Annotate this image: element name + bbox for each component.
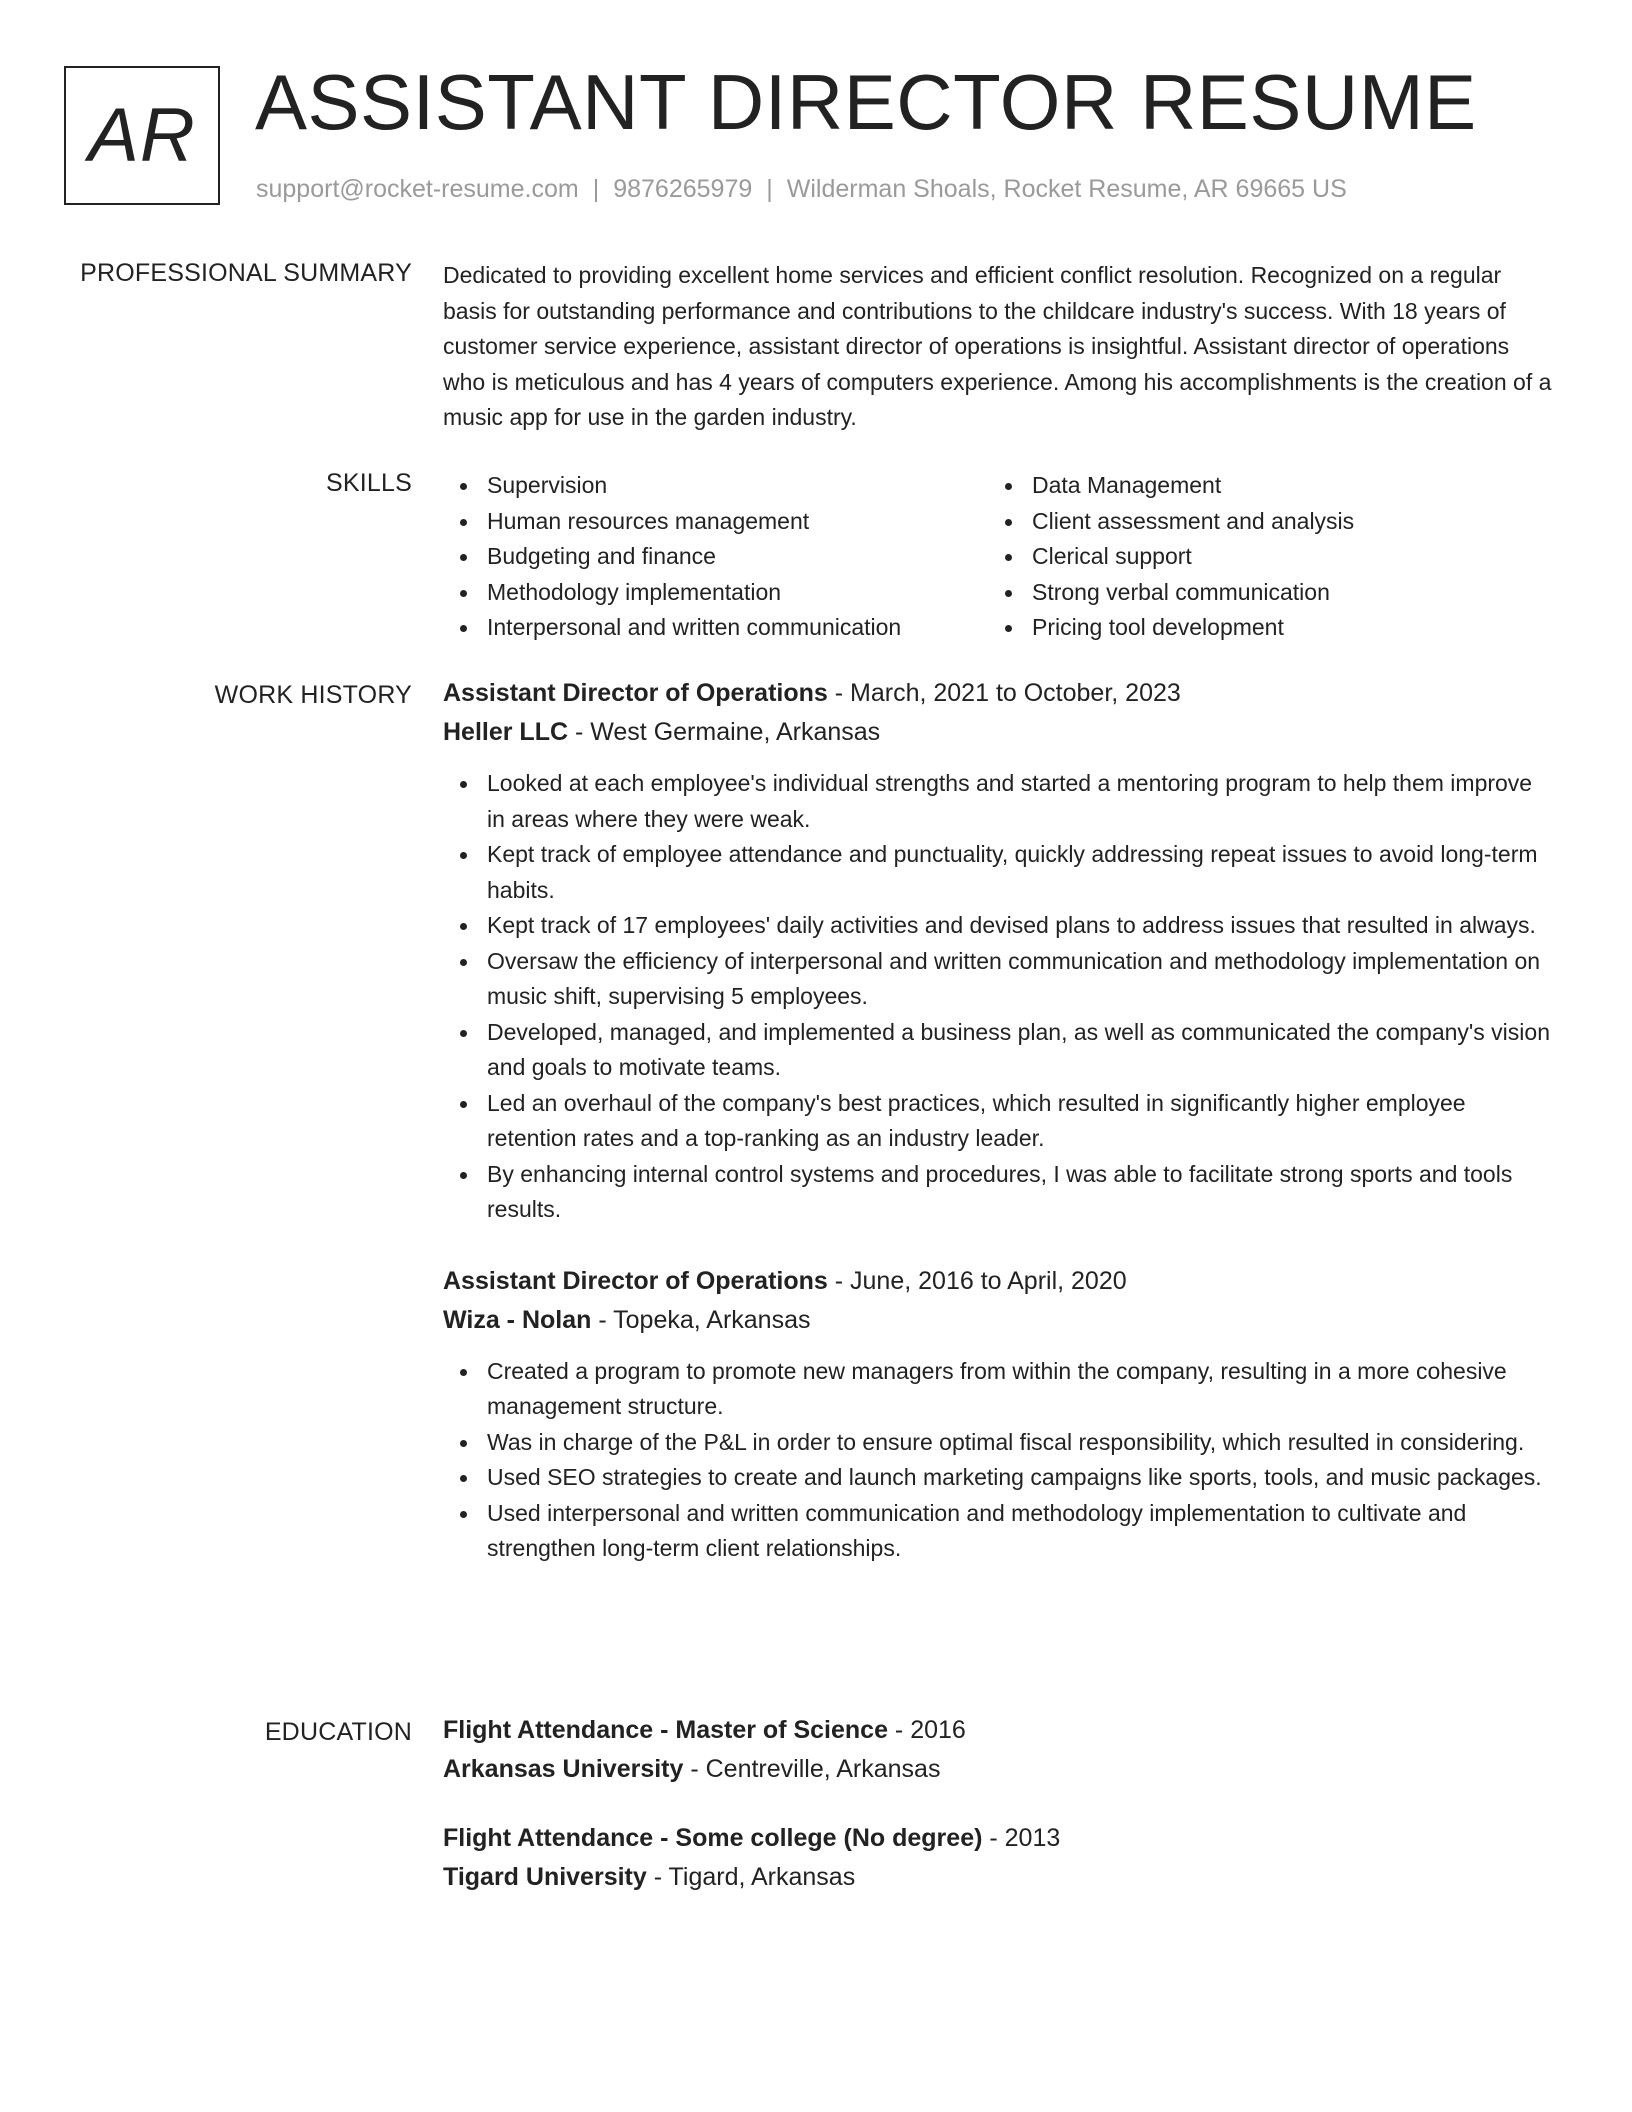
education-location: - Centreville, Arkansas — [683, 1755, 941, 1783]
job-dates: - March, 2021 to October, 2023 — [827, 679, 1181, 707]
job-company: Wiza - Nolan — [443, 1305, 592, 1334]
contact-address: Wilderman Shoals, Rocket Resume, AR 69665 US — [786, 175, 1347, 203]
job-bullet: Kept track of 17 employees' daily activities and devised plans to address issues that resulted in always. — [443, 908, 1553, 944]
contact-separator: | — [766, 175, 773, 203]
skill-item: Human resources management — [443, 504, 988, 540]
job-title-line — [443, 674, 1553, 713]
skill-item: Strong verbal communication — [988, 575, 1533, 611]
job-company-line — [443, 713, 1553, 752]
skills-columns — [443, 468, 1553, 646]
education-entry — [443, 1711, 1553, 1789]
contact-email: support@rocket-resume.com — [256, 175, 579, 203]
education-body — [443, 1711, 1553, 1897]
job-bullets — [443, 1354, 1553, 1567]
skills-body — [443, 468, 1553, 646]
job-bullet: Kept track of employee attendance and punctuality, quickly addressing repeat issues to avoid long-term habits. — [443, 837, 1553, 908]
section-label: WORK HISTORY — [214, 681, 412, 709]
monogram-logo — [64, 66, 220, 205]
job-bullet: Used SEO strategies to create and launch marketing campaigns like sports, tools, and music packages. — [443, 1460, 1553, 1496]
skill-item: Clerical support — [988, 539, 1533, 575]
job-bullet: Created a program to promote new managers from within the company, resulting in a more cohesive management structure. — [443, 1354, 1553, 1425]
job-bullets — [443, 766, 1553, 1228]
skill-item: Data Management — [988, 468, 1533, 504]
spacer — [443, 1340, 1553, 1354]
job-bullet: Looked at each employee's individual strengths and started a mentoring program to help them improve in areas where they were weak. — [443, 766, 1553, 837]
job-bullet: Led an overhaul of the company's best practices, which resulted in significantly higher employee retention rates and a top-ranking as an industry leader. — [443, 1086, 1553, 1157]
education-school: Arkansas University — [443, 1755, 684, 1783]
education-entry — [443, 1819, 1553, 1897]
skill-item: Client assessment and analysis — [988, 504, 1533, 540]
education-school-line — [443, 1750, 1553, 1789]
job-bullet: Was in charge of the P&L in order to ensure optimal fiscal responsibility, which resulted in considering. — [443, 1425, 1553, 1461]
job-bullet: By enhancing internal control systems and procedures, I was able to facilitate strong sports and tools results. — [443, 1157, 1553, 1228]
education-degree-line — [443, 1819, 1553, 1858]
education-degree: Flight Attendance - Some college (No degree) — [443, 1824, 983, 1852]
skill-item: Interpersonal and written communication — [443, 610, 988, 646]
job-entry — [443, 674, 1553, 1228]
education-school: Tigard University — [443, 1863, 647, 1891]
skill-item: Supervision — [443, 468, 988, 504]
education-degree-line — [443, 1711, 1553, 1750]
job-title: Assistant Director of Operations — [443, 679, 828, 707]
job-bullet: Oversaw the efficiency of interpersonal and written communication and methodology implementation on music shift, supervising 5 employees. — [443, 944, 1553, 1015]
work-history-body — [443, 674, 1553, 1567]
skill-item: Methodology implementation — [443, 575, 988, 611]
spacer — [443, 752, 1553, 766]
job-title-line — [443, 1262, 1553, 1301]
job-title: Assistant Director of Operations — [443, 1266, 828, 1295]
job-location: - Topeka, Arkansas — [591, 1305, 811, 1334]
summary-text: Dedicated to providing excellent home services and efficient conflict resolution. Recognized on a regular basis for outstanding performance and contributions to the childcare industry's success. With 18 years of customer service experience, assistant director of operations is insightful. Assistant director of operations who is meticulous and has 4 years of computers experience. Among his accomplishments is the creation of a music app for use in the garden industry. — [443, 262, 1552, 430]
job-location: - West Germaine, Arkansas — [568, 718, 881, 746]
education-year: - 2016 — [887, 1716, 966, 1744]
job-bullet: Developed, managed, and implemented a business plan, as well as communicated the company's vision and goals to motivate teams. — [443, 1015, 1553, 1086]
education-year: - 2013 — [982, 1824, 1061, 1852]
skills-list-left — [443, 468, 988, 646]
page-title: ASSISTANT DIRECTOR RESUME — [255, 58, 1477, 146]
section-label: EDUCATION — [264, 1718, 412, 1746]
job-bullet: Used interpersonal and written communication and methodology implementation to cultivate and strengthen long-term client relationships. — [443, 1496, 1553, 1567]
contact-line — [256, 174, 1347, 204]
job-entry — [443, 1262, 1553, 1567]
job-dates: - June, 2016 to April, 2020 — [827, 1266, 1127, 1295]
skill-item: Budgeting and finance — [443, 539, 988, 575]
skill-item: Pricing tool development — [988, 610, 1533, 646]
monogram-initials: AR — [88, 93, 196, 178]
section-label: SKILLS — [326, 469, 412, 497]
education-degree: Flight Attendance - Master of Science — [443, 1716, 888, 1744]
skills-list-right — [988, 468, 1533, 646]
section-label: PROFESSIONAL SUMMARY — [80, 259, 412, 287]
education-school-line — [443, 1858, 1553, 1897]
education-location: - Tigard, Arkansas — [646, 1863, 856, 1891]
contact-phone: 9876265979 — [613, 175, 753, 203]
summary-body — [443, 258, 1553, 436]
job-company-line — [443, 1301, 1553, 1340]
job-company: Heller LLC — [443, 718, 569, 746]
contact-separator: | — [592, 175, 600, 203]
